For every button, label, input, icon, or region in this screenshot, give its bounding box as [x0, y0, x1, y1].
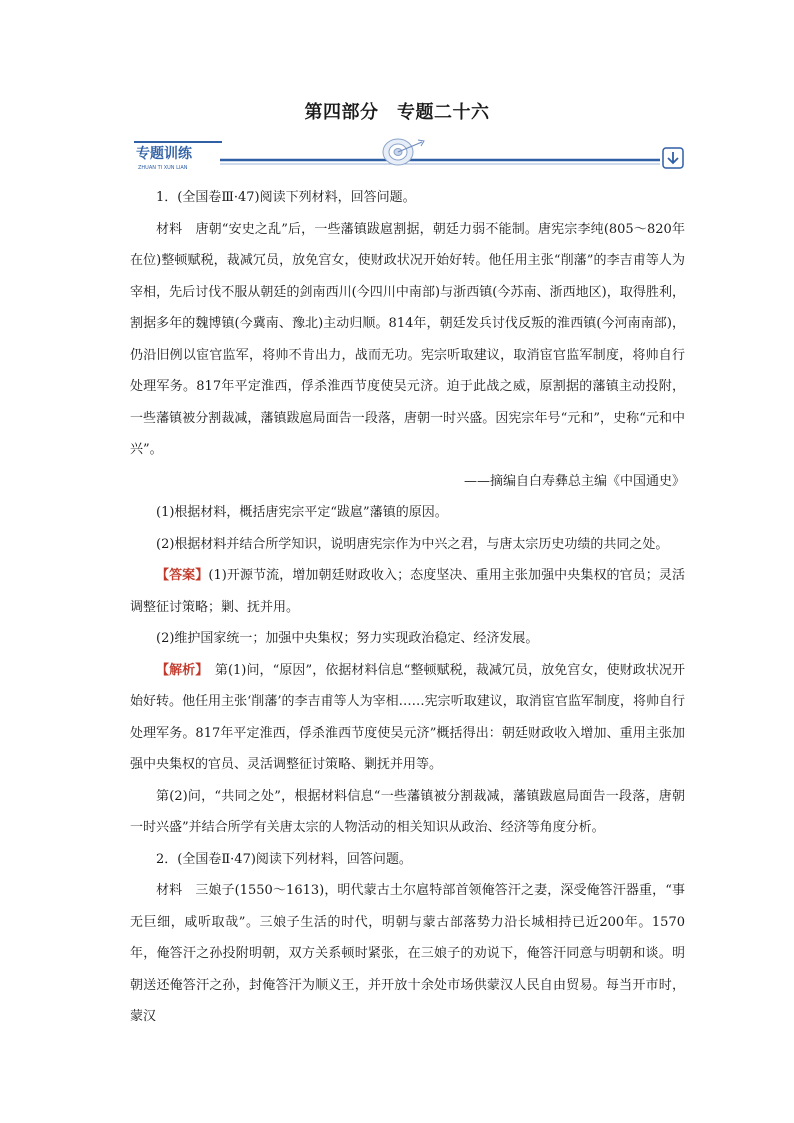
- answer-1-text: (1)开源节流，增加朝廷财政收入；态度坚决、重用主张加强中央集权的官员；灵活调整征讨策略；剿、抚并用。: [130, 568, 685, 615]
- question-1-source: ——摘编自白寿彝总主编《中国通史》: [463, 473, 685, 489]
- page-title: 第四部分 专题二十六: [304, 102, 490, 123]
- question-2-material: 材料 三娘子(1550～1613)，明代蒙古土尔扈特部首领俺答汗之妻，深受俺答汗器重，“事无巨细，咸听取哉”。三娘子生活的时代，明朝与蒙古部落势力沿长城相持已近200年。1570年，俺答汗之孙投附明朝，双方关系顿时紧张，在三娘子的劝说下，俺答汗同意与明朝和谈。明朝送还俺答汗之孙，封俺答汗为顺义王，并开放十余处市场供蒙汉人民自由贸易。每当开市时，蒙汉: [130, 883, 685, 1024]
- question-1-answer-1: [130, 560, 685, 623]
- question-1-analysis-2: 第(2)问，“共同之处”，根据材料信息“一些藩镇被分割裁减，藩镇跋扈局面告一段落，唐朝一时兴盛”并结合所学有关唐太宗的人物活动的相关知识从政治、经济等角度分析。: [130, 788, 685, 835]
- question-2-stem: 2．(全国卷Ⅱ·47)阅读下列材料，回答问题。: [156, 851, 412, 867]
- answer-tag: 【答案】: [156, 568, 209, 583]
- question-1-answer-2: (2)维护国家统一；加强中央集权；努力实现政治稳定、经济发展。: [156, 631, 539, 646]
- banner-title: 专题训练: [136, 146, 192, 162]
- analysis-1-text: 第(1)问，“原因”，依据材料信息“整顿赋税，裁减冗员，放免宫女，使财政状况开始好转。他任用主张‘削藩’的李吉甫等人为宰相……宪宗听取建议，取消宦官监军制度，将帅自行处理军务。817年平定淮西，俘杀淮西节度使吴元济”概括得出：朝廷财政收入增加、重用主张加强中央集权的官员、灵活调整征讨策略、剿抚并用等。: [130, 662, 685, 772]
- analysis-tag: 【解析】: [156, 662, 202, 678]
- banner-pinyin: ZHUAN TI XUN LIAN: [138, 165, 188, 171]
- question-1-material: 材料 唐朝“安史之乱”后，一些藩镇跋扈割据，朝廷力弱不能制。唐宪宗李纯(805～820年在位)整顿赋税，裁减冗员，放免宫女，使财政状况开始好转。他任用主张“削藩”的李吉甫等人为宰相，先后讨伐不服从朝廷的剑南西川(今四川中南部)与浙西镇(今苏南、浙西地区)，取得胜利，割据多年的魏博镇(今冀南、豫北)主动归顺。814年，朝廷发兵讨伐反叛的淮西镇(今河南南部)，仍沿旧例以宦官监军，将帅不肯出力，战而无功。宪宗听取建议，取消宦官监军制度，将帅自行处理军务。817年平定淮西，俘杀淮西节度使吴元济。迫于此战之威，原割据的藩镇主动投附，一些藩镇被分割裁减，藩镇跋扈局面告一段落，唐朝一时兴盛。因宪宗年号“元和”，史称“元和中兴”。: [130, 221, 685, 457]
- document-body: [130, 182, 685, 1033]
- question-1-stem: 1．(全国卷Ⅲ·47)阅读下列材料，回答问题。: [156, 190, 416, 205]
- section-banner: [130, 138, 686, 174]
- question-1-sub-2: (2)根据材料并结合所学知识，说明唐宪宗作为中兴之君，与唐太宗历史功绩的共同之处。: [156, 536, 669, 552]
- question-1-sub-1: (1)根据材料，概括唐宪宗平定“跋扈”藩镇的原因。: [156, 505, 448, 520]
- question-1-analysis-1: [130, 655, 685, 781]
- banner-graphic: [130, 138, 686, 174]
- download-icon[interactable]: [663, 148, 683, 168]
